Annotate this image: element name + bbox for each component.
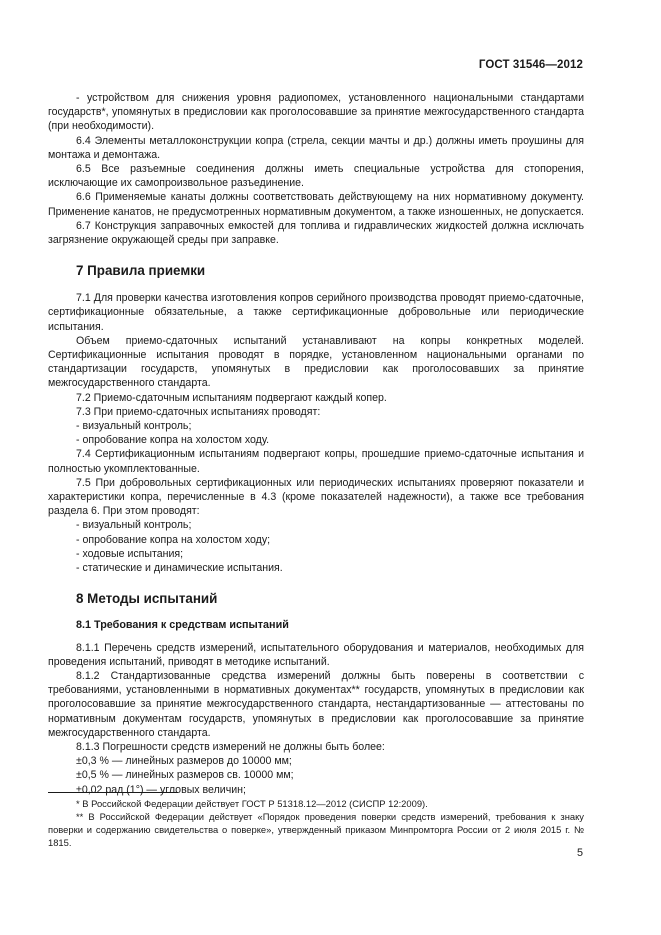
- document-header: ГОСТ 31546—2012: [478, 59, 583, 71]
- paragraph-6-7: 6.7 Конструкция заправочных емкостей для топлива и гидравлических жидкостей должна исключать загрязнение окружающей среды при заправке.: [48, 219, 584, 247]
- list-item: - ходовые испытания;: [76, 547, 184, 560]
- paragraph-8-1-1: 8.1.1 Перечень средств измерений, испытательного оборудования и материалов, необходимых для проведения испытаний, приводят в методике испытаний.: [48, 641, 584, 668]
- document-body: [48, 91, 584, 797]
- paragraph-6-4: 6.4 Элементы металлоконструкции копра (стрела, секции мачты и др.) должны иметь проушины для монтажа и демонтажа.: [48, 134, 584, 161]
- paragraph-6-5: 6.5 Все разъемные соединения должны иметь специальные устройства для стопорения, исключающие их самопроизвольное разъединение.: [48, 163, 584, 190]
- section-heading-8: 8 Методы испытаний: [76, 591, 218, 607]
- paragraph-7-1-cont: Объем приемо-сдаточных испытаний устанавливают на копры конкретных моделей. Сертификационные испытания проводят в порядке, установленном национальными органами по стандартизации государств, упомянутых в предисловии как проголосовавших за принятие межгосударственного стандарта.: [48, 334, 584, 390]
- paragraph-7-1: 7.1 Для проверки качества изготовления копров серийного производства проводят приемо-сдаточные, сертификационные обязательные, а также сертификационные добровольные или периодические испытания.: [48, 292, 584, 333]
- list-item: - опробование копра на холостом ходу.: [76, 434, 270, 447]
- footnote: ** В Российской Федерации действует «Порядок проведения поверки средств измерений, требования к знаку поверки и содержанию свидетельства о поверке», утвержденный приказом Минпромторга России от 2 июля 2015 г. № 1815.: [48, 811, 584, 848]
- paragraph-8-1-2: 8.1.2 Стандартизованные средства измерений должны быть поверены в соответствии с требованиями, установленными в нормативных документах** государств, упомянутых в предисловии как проголосовавшие за принятие межгосударственного стандарта, нестандартизованные — аттестованы по нормативным документам государств, упомянутых в предисловии как проголосовавшие за принятие межгосударственного стандарта.: [48, 669, 584, 739]
- paragraph-7-3: 7.3 При приемо-сдаточных испытаниях проводят:: [76, 405, 321, 418]
- list-item: - визуальный контроль;: [76, 420, 192, 433]
- tolerance-item: ±0,5 % — линейных размеров св. 10000 мм;: [76, 769, 294, 782]
- paragraph-7-5: 7.5 При добровольных сертификационных или периодических испытаниях проверяют показатели и характеристики копра, перечисленные в 4.3 (кроме показателей надежности), а также все требования раздела 6. При этом проводят:: [48, 476, 584, 518]
- paragraph-7-2: 7.2 Приемо-сдаточным испытаниям подвергают каждый копер.: [76, 391, 387, 404]
- list-item: - визуальный контроль;: [76, 519, 192, 532]
- tolerance-item: ±0,3 % — линейных размеров до 10000 мм;: [76, 755, 292, 768]
- list-item: - статические и динамические испытания.: [76, 562, 283, 575]
- page-number: 5: [576, 847, 583, 859]
- paragraph-6-6: 6.6 Применяемые канаты должны соответствовать действующему на них нормативному документу. Применение канатов, не предусмотренных нормативным документом, а также изношенных, не допускается.: [48, 191, 585, 218]
- section-heading-7: 7 Правила приемки: [76, 263, 206, 279]
- paragraph-7-4: 7.4 Сертификационным испытаниям подвергают копры, прошедшие приемо-сдаточные испытания и полностью укомплектованные.: [48, 448, 584, 475]
- paragraph-8-1-3: 8.1.3 Погрешности средств измерений не должны быть более:: [76, 740, 385, 753]
- tolerance-item: ±0,02 рад (1°) — угловых величин;: [76, 783, 246, 796]
- footnote-divider: [48, 792, 178, 793]
- footnote: * В Российской Федерации действует ГОСТ Р 51318.12—2012 (СИСПР 12:2009).: [76, 798, 428, 809]
- list-item: - опробование копра на холостом ходу;: [76, 533, 271, 546]
- footnotes: [48, 797, 584, 849]
- subsection-heading-8-1: 8.1 Требования к средствам испытаний: [76, 619, 289, 632]
- paragraph-list-item: - устройством для снижения уровня радиопомех, установленного национальными стандартами государств*, упомянутых в предисловии как проголосовавшие за принятие межгосударственного стандарта (при необходимости).: [48, 92, 584, 133]
